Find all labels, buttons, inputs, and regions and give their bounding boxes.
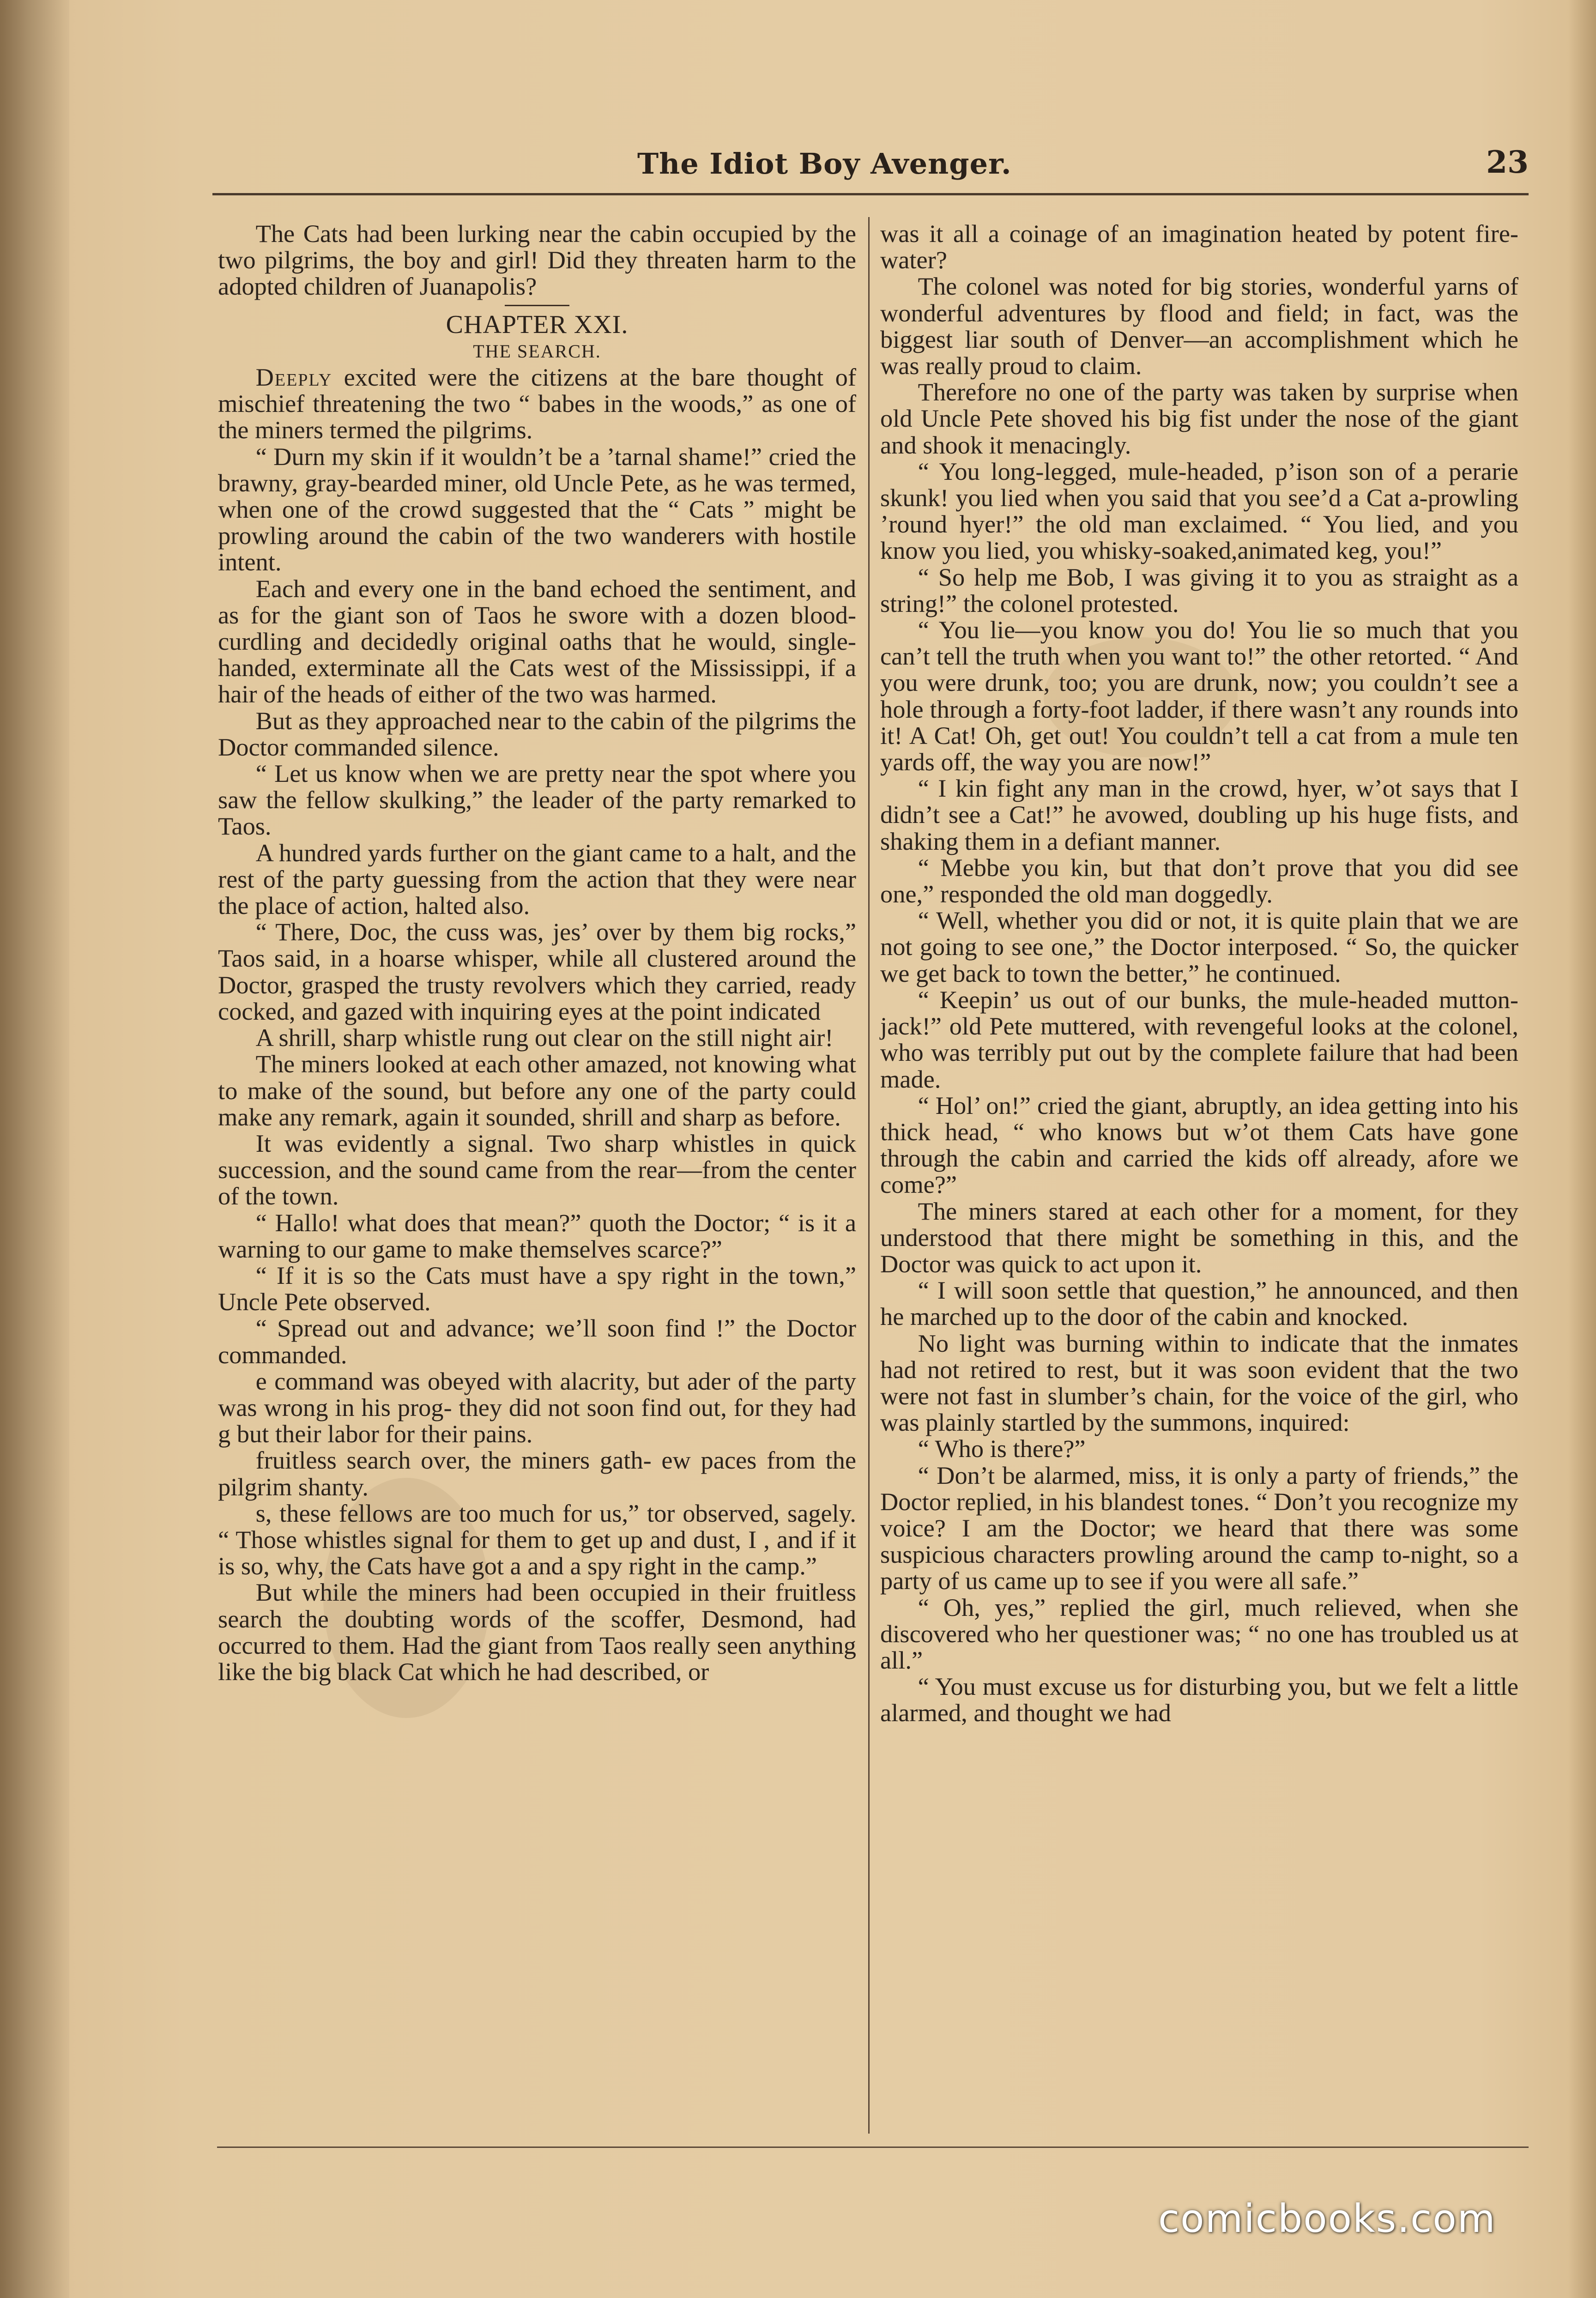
paragraph: It was evidently a signal. Two sharp whistles in quick succession, and the sound came from the rear—from the center of the town.: [218, 1129, 856, 1210]
paragraph: [218, 364, 856, 444]
paragraph: Therefore no one of the party was taken by surprise when old Uncle Pete shoved his big fist under the nose of the giant and shook it menacingly.: [880, 378, 1518, 459]
paragraph: was it all a coinage of an imagination heated by potent fire-water?: [880, 220, 1518, 274]
dropword: Deeply: [255, 363, 332, 392]
paragraph: But as they approached near to the cabin of the pilgrims the Doctor commanded silence.: [218, 707, 856, 761]
paragraph: “ Oh, yes,” replied the girl, much relieved, when she discovered who her questioner was; “ no one has troubled us at all.”: [880, 1593, 1518, 1674]
paragraph: But while the miners had been occupied in their fruitless search the doubting words of the scoffer, Desmond, had occurred to them. Had the giant from Taos really seen anything like the big black Cat which he had described, or: [218, 1578, 856, 1686]
paragraph: “ So help me Bob, I was giving it to you as straight as a string!” the colonel protested.: [880, 563, 1518, 617]
paragraph: Each and every one in the band echoed the sentiment, and as for the giant son of Taos he swore with a dozen blood-curdling and decidedly original oaths that he would, single-handed, exterminate all the Cats west of the Mississippi, if a hair of the heads of either of the two was harmed.: [218, 574, 856, 708]
section-rule: [505, 305, 569, 306]
paragraph: “ Well, whether you did or not, it is quite plain that we are not going to see one,” the Doctor interposed. “ So, the quicker we get back to town the better,” he continued.: [880, 907, 1518, 987]
paragraph: e command was obeyed with alacrity, but ader of the party was wrong in his prog- they did not soon find out, for they had g but their labor for their pains.: [218, 1367, 856, 1448]
paragraph: “ I will soon settle that question,” he announced, and then he marched up to the door of the cabin and knocked.: [880, 1276, 1518, 1331]
paragraph: “ You long-legged, mule-headed, p’ison son of a perarie skunk! you lied when you said that you see’d a Cat a-prowling ’round hyer!” the old man exclaimed. “ You lied, and you know you lied, you whisky-soaked,animated keg, you!”: [880, 457, 1518, 565]
paragraph: “ If it is so the Cats must have a spy right in the town,” Uncle Pete observed.: [218, 1261, 856, 1316]
running-header-title: The Idiot Boy Avenger.: [637, 147, 1012, 181]
page-edge-shadow: [1568, 0, 1596, 2298]
paragraph-text: excited were the citizens at the bare thought of mischief threatening the two “ babes in the woods,” as one of the miners termed the pilgrims.: [218, 363, 856, 444]
paragraph: The miners looked at each other amazed, not knowing what to make of the sound, but before any one of the party could make any remark, again it sounded, shrill and sharp as before.: [218, 1050, 856, 1131]
chapter-subtitle: THE SEARCH.: [473, 340, 601, 362]
paragraph: “ There, Doc, the cuss was, jes’ over by them big rocks,” Taos said, in a hoarse whisper, while all clustered around the Doctor, grasped the trusty revolvers which they carried, ready cocked, and gazed with inquiring eyes at the point indicated: [218, 918, 856, 1025]
page-number: 23: [1486, 144, 1529, 180]
paragraph: The miners stared at each other for a moment, for they understood that there might be something in this, and the Doctor was quick to act upon it.: [880, 1197, 1518, 1278]
paragraph: “ You lie—you know you do! You lie so much that you can’t tell the truth when you want to!” the other retorted. “ And you were drunk, too; you are drunk, now; you couldn’t see a hole through a forty-foot ladder, if there wasn’t any rounds into it! A Cat! Oh, get out! You couldn’t tell a cat from a mule ten yards off, the way you are now!”: [880, 616, 1518, 776]
paragraph: “ Who is there?”: [918, 1435, 1086, 1463]
column-divider: [868, 217, 870, 2134]
paragraph: No light was burning within to indicate that the inmates had not retired to rest, but it was soon evident that the two were not fast in slumber’s chain, for the voice of the girl, who was plainly startled by the summons, inquired:: [880, 1329, 1518, 1437]
paragraph: A shrill, sharp whistle rung out clear on the still night air!: [255, 1024, 834, 1052]
paragraph: A hundred yards further on the giant came to a halt, and the rest of the party guessing from the action that they were near the place of action, halted also.: [218, 839, 856, 920]
paragraph: “ Don’t be alarmed, miss, it is only a party of friends,” the Doctor replied, in his blandest tones. “ Don’t you recognize my voice? I am the Doctor; we heard that there was some suspicious characters prowling around the camp to-night, so a party of us came up to see if you were all safe.”: [880, 1461, 1518, 1595]
paragraph: “ Mebbe you kin, but that don’t prove that you did see one,” responded the old man doggedly.: [880, 853, 1518, 908]
paragraph: fruitless search over, the miners gath- ew paces from the pilgrim shanty.: [218, 1446, 856, 1501]
paragraph: “ Let us know when we are pretty near the spot where you saw the fellow skulking,” the leader of the party remarked to Taos.: [218, 760, 856, 841]
spine-shadow: [0, 0, 69, 2298]
paragraph: “ You must excuse us for disturbing you, but we felt a little alarmed, and thought we had: [880, 1673, 1518, 1727]
paragraph: “ Hallo! what does that mean?” quoth the Doctor; “ is it a warning to our game to make themselves scarce?”: [218, 1209, 856, 1263]
right-column: [880, 221, 1518, 2137]
paragraph: The colonel was noted for big stories, wonderful yarns of wonderful adventures by flood and field; in fact, was the biggest liar south of Denver—an accomplishment which he was really proud to claim.: [880, 272, 1518, 380]
site-watermark: comicbooks.com: [1158, 2196, 1496, 2241]
header-rule: [212, 193, 1529, 195]
chapter-heading: CHAPTER XXI.: [446, 310, 629, 339]
paragraph: “ Spread out and advance; we’ll soon find !” the Doctor commanded.: [218, 1314, 856, 1369]
paragraph: s, these fellows are too much for us,” tor observed, sagely. “ Those whistles signal for them to get up and dust, I , and if it is so, why, the Cats have got a and a spy right in the camp.”: [218, 1499, 856, 1580]
paragraph: “ Hol’ on!” cried the giant, abruptly, an idea getting into his thick head, “ who knows but w’ot them Cats have gone through the cabin and carried the kids off already, afore we come?”: [880, 1091, 1518, 1199]
paragraph: “ Durn my skin if it wouldn’t be a ’tarnal shame!” cried the brawny, gray-bearded miner, old Uncle Pete, as he was termed, when one of the crowd suggested that the “ Cats ” might be prowling around the cabin of the two wanderers with hostile intent.: [218, 442, 856, 576]
paragraph: “ Keepin’ us out of our bunks, the mule-headed mutton-jack!” old Pete muttered, with revengeful looks at the colonel, who was terribly put out by the complete failure that had been made.: [880, 986, 1518, 1093]
footer-rule: [217, 2147, 1529, 2148]
paragraph: The Cats had been lurking near the cabin occupied by the two pilgrims, the boy and girl! Did they threaten harm to the adopted children of Juanapolis?: [218, 220, 856, 301]
paragraph: “ I kin fight any man in the crowd, hyer, w’ot says that I didn’t see a Cat!” he avowed, doubling up his huge fists, and shaking them in a defiant manner.: [880, 774, 1518, 855]
left-column: [218, 221, 856, 2137]
